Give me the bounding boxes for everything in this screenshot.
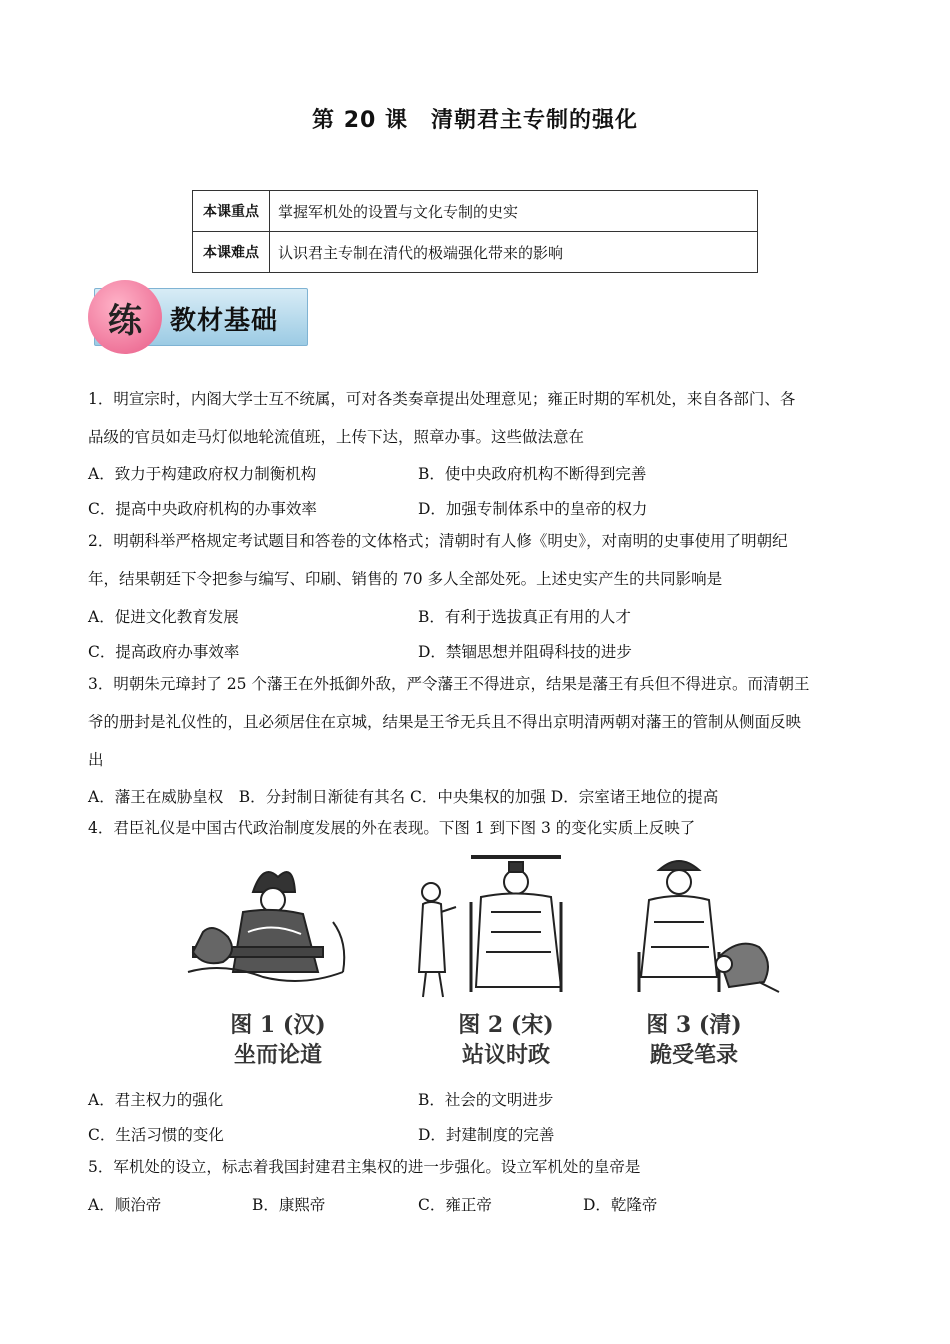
table-row (193, 232, 758, 273)
q1-line1: 1．明宣宗时，内阁大学士互不统属，可对各类奏章提出处理意见；雍正时期的军机处，来自各部门、各 (88, 390, 796, 408)
q4-option-d: D．封建制度的完善 (418, 1126, 555, 1144)
q2-line1: 2．明朝科举严格规定考试题目和答卷的文体格式；清朝时有人修《明史》，对南明的史事使用了明朝纪 (88, 532, 788, 550)
q1-option-b: B．使中央政府机构不断得到完善 (418, 465, 647, 483)
key-point-text: 掌握军机处的设置与文化专制的史实 (270, 191, 758, 232)
q4-option-a: A．君主权力的强化 (88, 1091, 224, 1109)
q5-line1: 5．军机处的设立，标志着我国封建君主集权的进一步强化。设立军机处的皇帝是 (88, 1158, 641, 1176)
q3-line2: 爷的册封是礼仪性的，且必须居住在京城，结果是王爷无兵且不得出京明清两朝对藩王的管制从侧面反映 (88, 713, 802, 731)
q5-option-c: C．雍正帝 (418, 1196, 492, 1214)
q1-option-c: C．提高中央政府机构的办事效率 (88, 500, 317, 518)
table-row (193, 191, 758, 232)
etiquette-figure (183, 852, 763, 1070)
q5-option-d: D．乾隆帝 (583, 1196, 658, 1214)
q4-option-b: B．社会的文明进步 (418, 1091, 554, 1109)
q1-option-d: D．加强专制体系中的皇帝的权力 (418, 500, 648, 518)
q1-line2: 品级的官员如走马灯似地轮流值班，上传下达，照章办事。这些做法意在 (88, 428, 585, 446)
figure-caption-2b: 站议时政 (461, 1042, 550, 1068)
figure-caption-1a: 图 1 (汉) (230, 1012, 326, 1038)
figure-panel-song (411, 852, 601, 1070)
q2-option-d: D．禁锢思想并阻碍科技的进步 (418, 643, 632, 661)
han-illustration (183, 852, 373, 1002)
song-illustration (411, 852, 601, 1002)
q5-option-b: B．康熙帝 (252, 1196, 326, 1214)
q4-line1: 4．君臣礼仪是中国古代政治制度发展的外在表现。下图 1 到下图 3 的变化实质上反映了 (88, 819, 696, 837)
banner-label: 教材基础 (170, 306, 279, 336)
section-banner (88, 286, 306, 348)
q5-option-a: A．顺治帝 (88, 1196, 162, 1214)
key-point-head: 本课重点 (193, 191, 270, 232)
q3-options: A．藩王在威胁皇权 B．分封制日渐徒有其名 C．中央集权的加强 D．宗室诸王地位的提高 (88, 788, 719, 806)
q2-option-c: C．提高政府办事效率 (88, 643, 240, 661)
figure-panel-han (183, 852, 373, 1070)
figure-caption-2a: 图 2 (宋) (458, 1012, 554, 1038)
difficulty-head: 本课难点 (193, 232, 270, 273)
q1-option-a: A．致力于构建政府权力制衡机构 (88, 465, 317, 483)
banner-circle: 练 (88, 280, 162, 354)
q2-line2: 年，结果朝廷下令把参与编写、印刷、销售的 70 多人全部处死。上述史实产生的共同影响是 (88, 570, 723, 588)
q2-option-b: B．有利于选拔真正有用的人才 (418, 608, 631, 626)
figure-caption-1b: 坐而论道 (233, 1042, 322, 1068)
figure-panel-qing (599, 852, 789, 1070)
figure-caption-3a: 图 3 (清) (646, 1012, 742, 1038)
page-title: 第 20 课 清朝君主专制的强化 (312, 108, 638, 133)
difficulty-text: 认识君主专制在清代的极端强化带来的影响 (270, 232, 758, 273)
q4-option-c: C．生活习惯的变化 (88, 1126, 224, 1144)
key-points-table (192, 190, 758, 273)
q2-option-a: A．促进文化教育发展 (88, 608, 239, 626)
q3-line1: 3．明朝朱元璋封了 25 个藩王在外抵御外敌，严令藩王不得进京，结果是藩王有兵但不得进京。而清朝王 (88, 675, 810, 693)
figure-caption-3b: 跪受笔录 (649, 1042, 738, 1068)
q3-line3: 出 (88, 751, 104, 769)
qing-illustration (599, 852, 789, 1002)
